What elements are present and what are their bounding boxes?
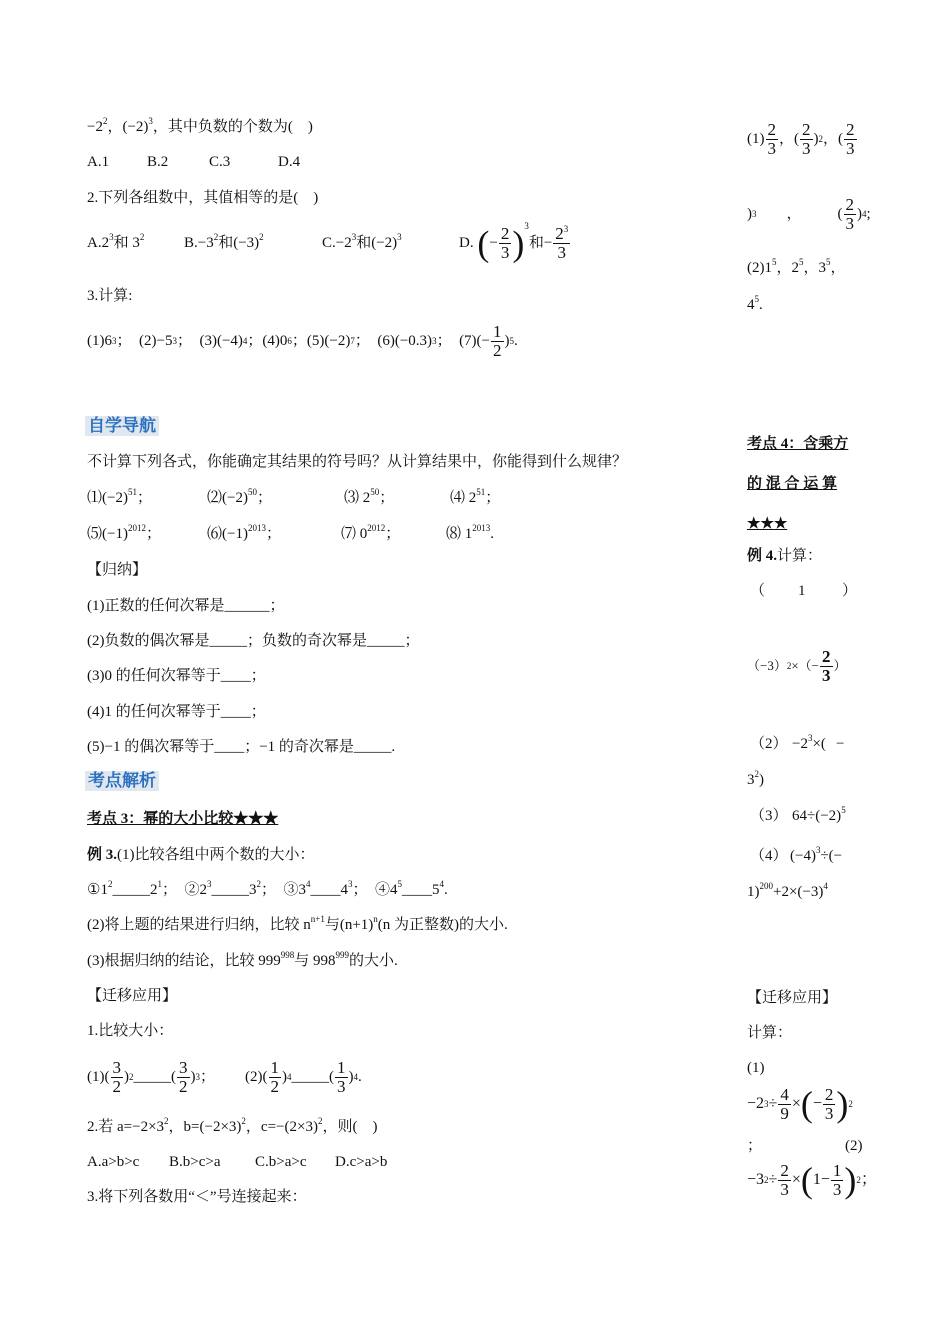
sign-row-2: $⑸(-1)^{2012}$； $⑹(-1)^{2013}$； ⑺ $0^{2012}$； ⑻ $1^{2013}$. — [87, 523, 495, 542]
calc-1-expr: −2 3 ÷ $\frac{4}{9}$ × ( − $\frac{2}{3}$ ) 2 — [747, 1084, 853, 1124]
example-4-p2-cont: $3^2$) — [747, 769, 764, 788]
q1-options — [87, 153, 300, 171]
q2-option-b: $B.-3^2$和$(-3)^2$ — [184, 232, 264, 251]
transfer-q2-options: A.a>b>c B.b>c>a C.b>a>c D.c>a>b — [87, 1154, 388, 1170]
kaodian-4-line-2: 的 混 合 运 算 — [747, 476, 838, 492]
right-q-1: (1) $\frac{2}{3}$ ，( $\frac{2}{3}$ ) 2 ，( $\frac{2}{3}$ — [747, 119, 855, 158]
kaodian-3-title: 考点 3：幂的大小比较★★★ — [87, 811, 279, 827]
example-3-part-2: (2)将上题的结果进行归纳，比较 $n^{n+1}$与$(n+1)^n(n$ 为正整数)的大小. — [87, 914, 508, 933]
q1-tail: $-2^2$，$(-2)^3$，其中负数的个数为( ) — [87, 116, 313, 135]
section-analysis: 考点解析 — [85, 771, 159, 791]
example-4-label: 例 4.计算： — [747, 548, 823, 564]
example-3-part-3: (3)根据归纳的结论，比较 $999^{998}$与 $998^{999}$的大小. — [87, 950, 398, 969]
kaodian-4-stars: ★★★ — [747, 516, 788, 532]
example-3-compare: $①1^2\_\_\_\_\_2^1$； $②2^3\_\_\_\_\_3^2$； $③3^4\_\_\_\_4^3$； $④4^5\_\_\_\_5^4$. — [87, 879, 448, 898]
q2-options — [87, 218, 571, 268]
option-d: D.4 — [278, 154, 301, 170]
q3-stem: 3.计算: — [87, 288, 133, 304]
summary-item: (5)−1 的偶次幂等于____；−1 的奇次幂是_____. — [87, 739, 396, 755]
example-4-p1-head: （ 1 ） — [750, 583, 858, 599]
option-a: A.1 — [87, 154, 110, 170]
q2-option-a: $A.2^3$和 $3^2$ — [87, 232, 145, 251]
option-c: C.3 — [209, 154, 231, 170]
right-transfer-title: 【迁移应用】 — [747, 990, 838, 1006]
summary-item: (3)0 的任何次幂等于____； — [87, 668, 266, 684]
right-q-1-cont: ) 3 ， ( $\frac{2}{3}$ ) 4 ; — [747, 194, 871, 233]
calc-2-label: ； (2) — [747, 1138, 863, 1154]
right-calc-label: 计算： — [747, 1025, 793, 1041]
q2-option-d: D. (− $\frac{2}{3}$ )$^3$和− $\frac{2^3}{3}$ — [459, 220, 569, 263]
example-4-p4-cont: $1)^{200}+2\times(-3)^4$ — [747, 881, 828, 900]
q2-option-c: $C.-2^3$和$(-2)^3$ — [322, 232, 402, 251]
example-4-p2: $(2) -2^3\times$( − — [750, 733, 845, 752]
self-study-intro: 不计算下列各式，你能确定其结果的符号吗？从计算结果中，你能得到什么规律？ — [87, 454, 628, 470]
summary-item: (1)正数的任何次幂是______； — [87, 598, 285, 614]
transfer-q1-expr: (1)( $\frac{3}{2}$ ) 2 _____( $\frac{3}{2}$ ) 3 ； (2)( $\frac{1}{2}$ ) 4 _____( $\frac{1}{3}$ ) 4 . — [87, 1057, 362, 1096]
summary-title: 【归纳】 — [87, 562, 148, 578]
calc-1-label: (1) — [747, 1060, 765, 1076]
transfer-title: 【迁移应用】 — [87, 988, 178, 1004]
right-q-2-cont: $4^5$. — [747, 294, 763, 313]
transfer-q1-stem: 1.比较大小： — [87, 1023, 174, 1039]
transfer-q3-stem: 3.将下列各数用“＜”号连接起来： — [87, 1189, 307, 1205]
sign-row-1: $⑴(-2)^{51}$； $⑵(-2)^{50}$； ⑶ $2^{50}$； ⑷ $2^{51}$； — [87, 487, 501, 506]
example-3-part-1: 例 3.(1)比较各组中两个数的大小： — [87, 847, 315, 863]
q2-stem: 2.下列各组数中，其值相等的是( ) — [87, 190, 319, 206]
section-self-study: 自学导航 — [85, 416, 159, 436]
option-b: B.2 — [147, 154, 169, 170]
kaodian-4-line-1: 考点 4：含乘方 — [747, 436, 849, 452]
summary-item: (4)1 的任何次幂等于____； — [87, 704, 266, 720]
summary-item: (2)负数的偶次幂是_____；负数的奇次幂是_____； — [87, 633, 420, 649]
right-q-2: $(2)1^5$，$2^5$，$3^5$， — [747, 257, 846, 276]
example-4-p3: （3） $64\div(-2)^5$ — [750, 805, 846, 824]
example-4-p1-expr: （−3） 2 ×（− $\frac{2}{3}$ ） — [747, 646, 847, 685]
example-4-p4: （4） $(-4)^3\div(-$ — [750, 845, 843, 864]
q3-items: (1)6 3 ； (2)−5 3 ； (3)(−4) 4 ；(4)0 6 ；(5)(−2) 7 ； (6)(−0.3) 3 ； (7)(− $\frac{1}{2}$ ) 5 . — [87, 321, 518, 360]
calc-2-expr: −3 2 ÷ $\frac{2}{3}$ × ( 1− $\frac{1}{3}$ ) 2 ； — [747, 1160, 877, 1200]
transfer-q2-stem: 2.若 $a=-2\times 3^2$，$b=(-2\times 3)^2$，$c=-(2\times 3)^2$，则( ) — [87, 1116, 378, 1135]
